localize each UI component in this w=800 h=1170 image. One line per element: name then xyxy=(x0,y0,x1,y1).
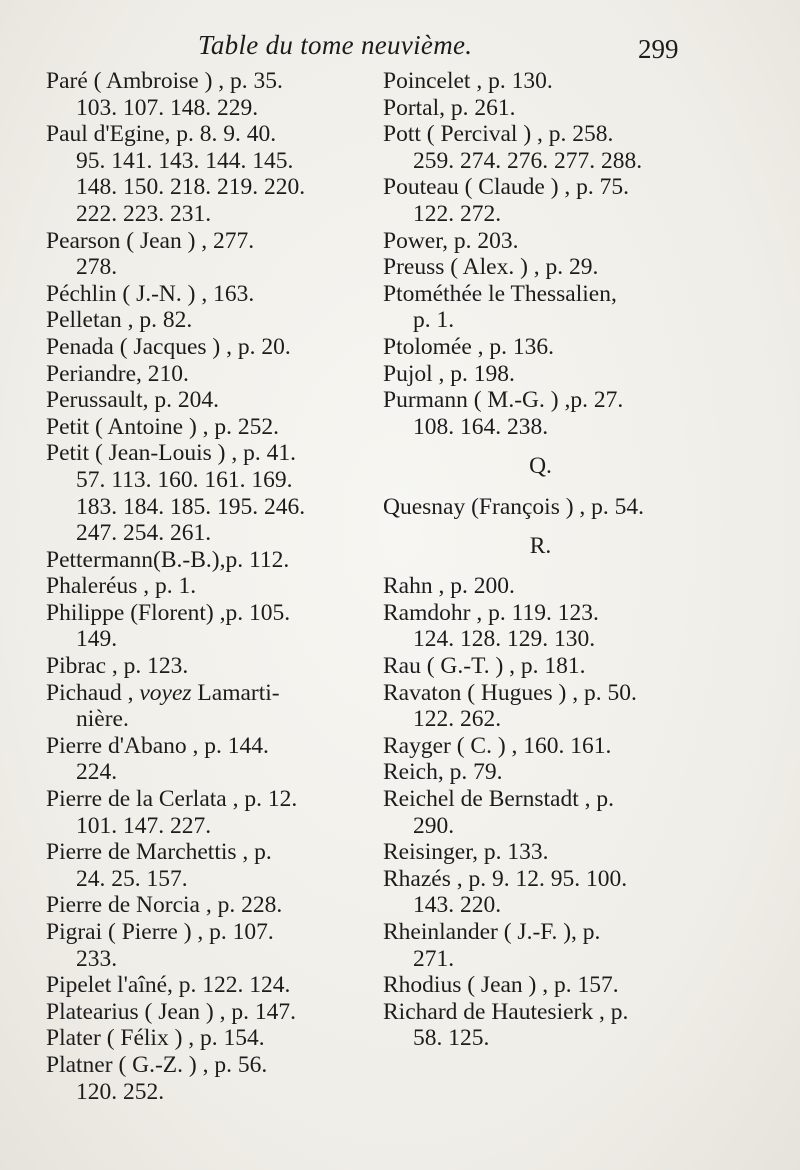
index-entry-heading: Ravaton ( Hugues ) , p. 50. xyxy=(383,679,637,706)
index-entry xyxy=(383,680,718,733)
index-entry-heading: Pigrai ( Pierre ) , p. 107. xyxy=(46,919,274,945)
index-entry xyxy=(383,228,718,255)
index-entry xyxy=(383,68,718,95)
index-entry-heading: Petit ( Antoine ) , p. 252. xyxy=(46,413,280,440)
index-entry xyxy=(46,600,381,653)
index-entry-continuation: 58. 125. xyxy=(413,1025,490,1052)
index-entry-continuation: 224. xyxy=(76,759,118,786)
index-entry-continuation: 259. 274. 276. 277. 288. xyxy=(413,147,643,174)
index-entry-heading: Richard de Hautesierk , p. xyxy=(383,998,629,1025)
index-entry-heading: Péchlin ( J.-N. ) , 163. xyxy=(46,280,255,307)
index-entry-heading: Quesnay (François ) , p. 54. xyxy=(383,493,645,520)
index-entry-continuation: 101. 147. 227. xyxy=(76,812,212,839)
index-group-r xyxy=(383,573,718,1052)
index-entry xyxy=(383,839,718,866)
index-entry-heading: Penada ( Jacques ) , p. 20. xyxy=(46,333,291,360)
index-entry-continuation: 103. 107. 148. 229. xyxy=(76,94,259,121)
index-entry-heading: Ptométhée le Thessalien, xyxy=(383,280,617,307)
index-entry xyxy=(46,387,381,414)
index-entry xyxy=(46,1025,381,1052)
index-entry-heading: Ramdohr , p. 119. 123. xyxy=(383,599,599,626)
index-entry-continuation: 24. 25. 157. xyxy=(76,865,188,892)
index-entry-heading: Paré ( Ambroise ) , p. 35. xyxy=(46,68,283,94)
index-entry xyxy=(46,228,381,281)
index-entry xyxy=(46,573,381,600)
index-entry xyxy=(46,440,381,546)
index-entry xyxy=(46,68,381,121)
running-title: Table du tome neuvième. xyxy=(198,30,473,60)
index-entry-continuation: 148. 150. 218. 219. 220. xyxy=(76,174,306,201)
index-entry xyxy=(46,999,381,1026)
index-entry-heading: Phaleréus , p. 1. xyxy=(46,573,197,600)
index-entry-heading: Pearson ( Jean ) , 277. xyxy=(46,227,255,254)
index-entry-heading: Ptolomée , p. 136. xyxy=(383,333,555,360)
index-entry-continuation: 124. 128. 129. 130. xyxy=(413,626,596,653)
index-entry xyxy=(46,547,381,574)
index-entry xyxy=(383,254,718,281)
index-entry-heading: Pipelet l'aîné, p. 122. 124. xyxy=(46,972,291,999)
index-entry-heading: Rhodius ( Jean ) , p. 157. xyxy=(383,972,619,999)
index-entry-heading: Platearius ( Jean ) , p. 147. xyxy=(46,998,296,1025)
index-entry-continuation: nière. xyxy=(76,706,129,733)
index-entry xyxy=(383,121,718,174)
index-entry xyxy=(383,866,718,919)
index-entry xyxy=(46,839,381,892)
index-entry xyxy=(383,95,718,122)
index-entry xyxy=(46,1052,381,1105)
index-entry-continuation: 247. 254. 261. xyxy=(76,520,212,547)
index-entry xyxy=(383,334,718,361)
index-entry-continuation: 290. xyxy=(413,812,455,839)
index-entry xyxy=(383,494,718,521)
index-entry xyxy=(383,600,718,653)
index-entry-heading: Rahn , p. 200. xyxy=(383,573,515,600)
index-entry xyxy=(46,733,381,786)
index-entry-continuation: 143. 220. xyxy=(413,892,502,919)
index-entry-heading: Pott ( Percival ) , p. 258. xyxy=(383,121,614,148)
index-entry xyxy=(46,121,381,227)
index-entry-heading: Rhazés , p. 9. 12. 95. 100. xyxy=(383,865,628,892)
index-entry xyxy=(383,972,718,999)
index-entry-heading: Pouteau ( Claude ) , p. 75. xyxy=(383,174,630,201)
index-entry-heading: Pelletan , p. 82. xyxy=(46,307,193,334)
index-entry-heading: Pierre d'Abano , p. 144. xyxy=(46,732,269,759)
index-entry xyxy=(383,361,718,388)
index-entry-heading: Pierre de la Cerlata , p. 12. xyxy=(46,786,298,813)
index-entry-heading: Pibrac , p. 123. xyxy=(46,653,189,680)
index-entry xyxy=(46,972,381,999)
index-entry-heading: Perussault, p. 204. xyxy=(46,387,219,414)
index-entry-heading: Power, p. 203. xyxy=(383,227,519,254)
index-entry-continuation: 122. 272. xyxy=(413,200,502,227)
section-heading-q: Q. xyxy=(529,453,552,480)
index-entry xyxy=(46,414,381,441)
index-entry xyxy=(46,680,381,733)
index-entry-continuation: 57. 113. 160. 161. 169. xyxy=(76,466,293,493)
index-column-left xyxy=(46,68,381,1105)
index-entry xyxy=(383,174,718,227)
index-entry-heading: Reich, p. 79. xyxy=(383,759,503,786)
index-entry-heading: Periandre, 210. xyxy=(46,360,189,387)
index-entry-heading: Philippe (Florent) ,p. 105. xyxy=(46,599,291,626)
index-entry-continuation: 183. 184. 185. 195. 246. xyxy=(76,493,306,520)
index-entry xyxy=(46,919,381,972)
index-entry-continuation: 108. 164. 238. xyxy=(413,413,549,440)
index-entry-heading: Paul d'Egine, p. 8. 9. 40. xyxy=(46,121,277,148)
index-entry xyxy=(383,999,718,1052)
index-entry-continuation: 120. 252. xyxy=(76,1078,165,1105)
index-entry-heading: Platner ( G.-Z. ) , p. 56. xyxy=(46,1051,268,1078)
index-entry xyxy=(46,653,381,680)
index-entry-heading: Rheinlander ( J.-F. ), p. xyxy=(383,919,601,945)
index-entry-heading: Poincelet , p. 130. xyxy=(383,68,553,94)
page-number: 299 xyxy=(638,34,679,64)
index-entry-heading: Pichaud , voyez Lamarti- xyxy=(46,679,280,706)
index-entry-continuation: p. 1. xyxy=(413,307,455,334)
index-group-q xyxy=(383,494,718,521)
index-entry xyxy=(383,387,718,440)
index-entry-continuation: 271. xyxy=(413,945,455,972)
index-entry-continuation: 95. 141. 143. 144. 145. xyxy=(76,147,294,174)
section-heading-r: R. xyxy=(529,533,552,560)
index-entry-heading: Reichel de Bernstadt , p. xyxy=(383,786,615,813)
index-entry xyxy=(383,281,718,334)
index-entry xyxy=(383,653,718,680)
index-entry-continuation: 278. xyxy=(76,254,118,281)
index-entry-continuation: 122. 262. xyxy=(413,706,502,733)
index-entry xyxy=(46,786,381,839)
index-entry-heading: Pettermann(B.-B.),p. 112. xyxy=(46,546,290,573)
index-entry xyxy=(46,307,381,334)
index-entry-heading: Rayger ( C. ) , 160. 161. xyxy=(383,732,612,759)
index-entry-heading: Reisinger, p. 133. xyxy=(383,839,549,866)
index-entry-heading: Pierre de Norcia , p. 228. xyxy=(46,892,283,919)
index-entry-heading: Pujol , p. 198. xyxy=(383,360,515,387)
index-column-right xyxy=(383,68,718,1052)
index-entry-heading: Petit ( Jean-Louis ) , p. 41. xyxy=(46,440,296,467)
index-entry xyxy=(46,892,381,919)
index-entry xyxy=(383,733,718,760)
index-entry xyxy=(383,759,718,786)
index-entry xyxy=(46,334,381,361)
index-entry xyxy=(46,281,381,308)
index-entry xyxy=(383,786,718,839)
index-entry-heading: Purmann ( M.-G. ) ,p. 27. xyxy=(383,387,624,414)
index-entry-continuation: 222. 223. 231. xyxy=(76,200,212,227)
index-entry-heading: Pierre de Marchettis , p. xyxy=(46,839,272,866)
index-entry-heading: Preuss ( Alex. ) , p. 29. xyxy=(383,254,599,281)
index-entry xyxy=(383,919,718,972)
index-entry-continuation: 233. xyxy=(76,945,118,972)
index-entry xyxy=(383,573,718,600)
index-entry-heading: Portal, p. 261. xyxy=(383,94,516,121)
index-entry-heading: Plater ( Félix ) , p. 154. xyxy=(46,1025,265,1052)
index-entry-continuation: 149. xyxy=(76,626,118,653)
index-entry xyxy=(46,361,381,388)
page-header xyxy=(0,30,800,70)
index-group-p-continued xyxy=(383,68,718,440)
index-entry-heading: Rau ( G.-T. ) , p. 181. xyxy=(383,653,586,680)
